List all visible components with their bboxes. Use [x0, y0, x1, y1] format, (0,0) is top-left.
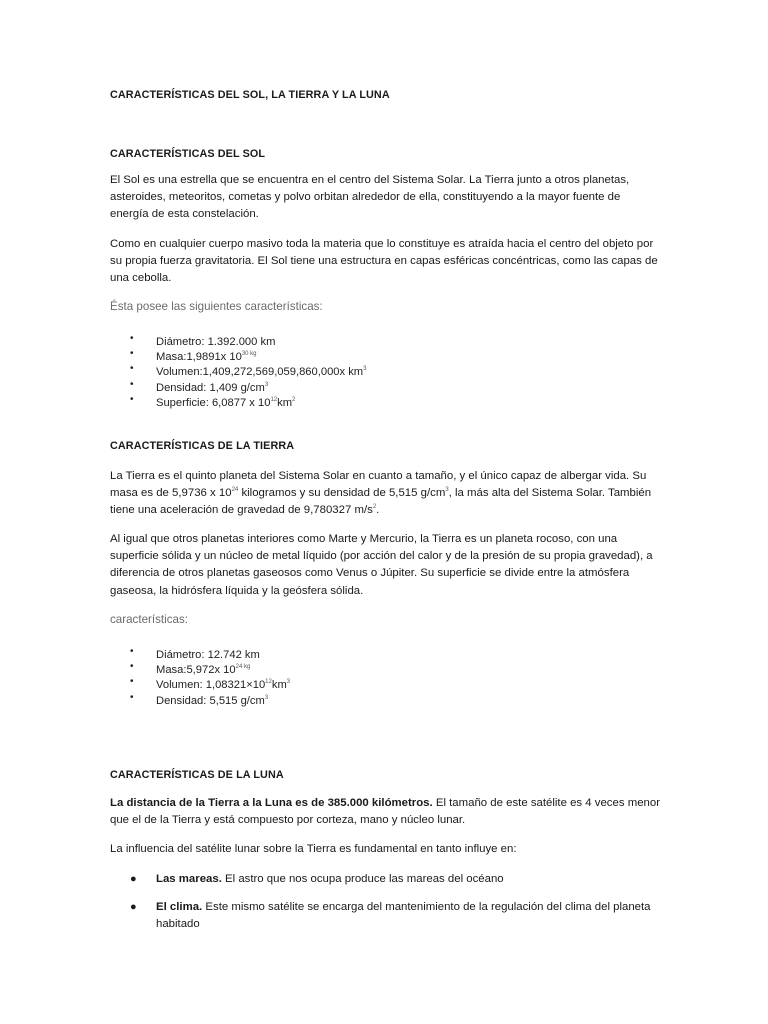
tierra-heading: CARACTERÍSTICAS DE LA TIERRA [110, 440, 295, 452]
tierra-characteristics-list [110, 648, 510, 709]
luna-influence-list [110, 871, 670, 934]
sol-intro: Ésta posee las siguientes características: [110, 300, 323, 313]
list-item: • Superficie: 6,0877 x $10^{12}km^2$ [130, 393, 296, 409]
bullet-icon: • [130, 676, 134, 688]
luna-heading: CARACTERÍSTICAS DE LA LUNA [110, 769, 284, 781]
luna-paragraph-1: La distancia de la Tierra a la Luna es de 385.000 kilómetros. El tamaño de este satélite es 4 veces menor que el de la Tierra y está compuesto por corteza, mano y núcleo lunar. [110, 797, 660, 827]
sol-characteristics-list [110, 335, 510, 411]
list-item: ● El clima. Este mismo satélite se encarga del mantenimiento de la regulación del clima del planeta habitado [130, 901, 651, 931]
bullet-icon: • [130, 661, 134, 673]
sol-heading: CARACTERÍSTICAS DEL SOL [110, 148, 266, 160]
list-item: • Diámetro: 1.392.000 km [130, 333, 276, 348]
bullet-icon: ● [130, 873, 137, 885]
list-item: • Masa:5,972x $10^{24 kg}$ [130, 661, 251, 677]
list-item: • Densidad: 1,409 $g/cm^3$ [130, 378, 269, 394]
tierra-paragraph-2: Al igual que otros planetas interiores como Marte y Mercurio, la Tierra es un planeta rocoso, con una superficie sólida y un núcleo de metal líquido (por acción del calor y de la presión de su propia gravedad), a diferencia de otros planetas gaseosos como Venus o Júpiter. Su superficie se divide entre la atmósfera gaseosa, la hidrósfera líquida y la geósfera sólida. [110, 533, 653, 597]
bullet-icon: • [130, 363, 134, 375]
sol-paragraph-1: El Sol es una estrella que se encuentra en el centro del Sistema Solar. La Tierra junto a otros planetas, asteroides, meteoritos, cometas y polvo orbitan alrededor de ella, constituyendo a la mayor fuente de energía de esta constelación. [110, 174, 630, 221]
bullet-icon: • [130, 348, 134, 360]
list-item: • Volumen:1,409,272,569,059,860,000x $km^3$ [130, 363, 367, 379]
bullet-icon: • [130, 393, 134, 405]
list-item: • Diámetro: 12.742 km [130, 646, 260, 661]
bullet-icon: • [130, 691, 134, 703]
bullet-icon: • [130, 646, 134, 657]
list-item: • Volumen: $1,08321\times 10^{12}km^3$ [130, 676, 291, 692]
sol-paragraph-2: Como en cualquier cuerpo masivo toda la materia que lo constituye es atraída hacia el centro del objeto por su propia fuerza gravitatoria. El Sol tiene una estructura en capas esféricas concéntricas, como las capas de una cebolla. [110, 238, 658, 285]
bullet-icon: ● [130, 901, 137, 914]
tierra-intro: características: [110, 613, 188, 626]
document-title: CARACTERÍSTICAS DEL SOL, LA TIERRA Y LA LUNA [110, 89, 390, 101]
bullet-icon: • [130, 378, 134, 390]
list-item: • Masa:1,9891x $10^{30 kg}$ [130, 348, 257, 364]
bullet-icon: • [130, 333, 134, 344]
list-item: • Densidad: 5,515 $g/cm^3$ [130, 691, 269, 707]
tierra-paragraph-1: La Tierra es el quinto planeta del Sistema Solar en cuanto a tamaño, y el único capaz de albergar vida. Su masa es de 5,9736 x $10^{24}$ kilogramos y su densidad de 5,515 $g/cm^3$, la más alta del Sistema Solar. También tiene una aceleración de gravedad de 9,780327 $m/s^2$. [110, 470, 652, 517]
luna-paragraph-2: La influencia del satélite lunar sobre la Tierra es fundamental en tanto influye en: [110, 843, 517, 855]
list-item: ● Las mareas. El astro que nos ocupa produce las mareas del océano [110, 871, 670, 888]
